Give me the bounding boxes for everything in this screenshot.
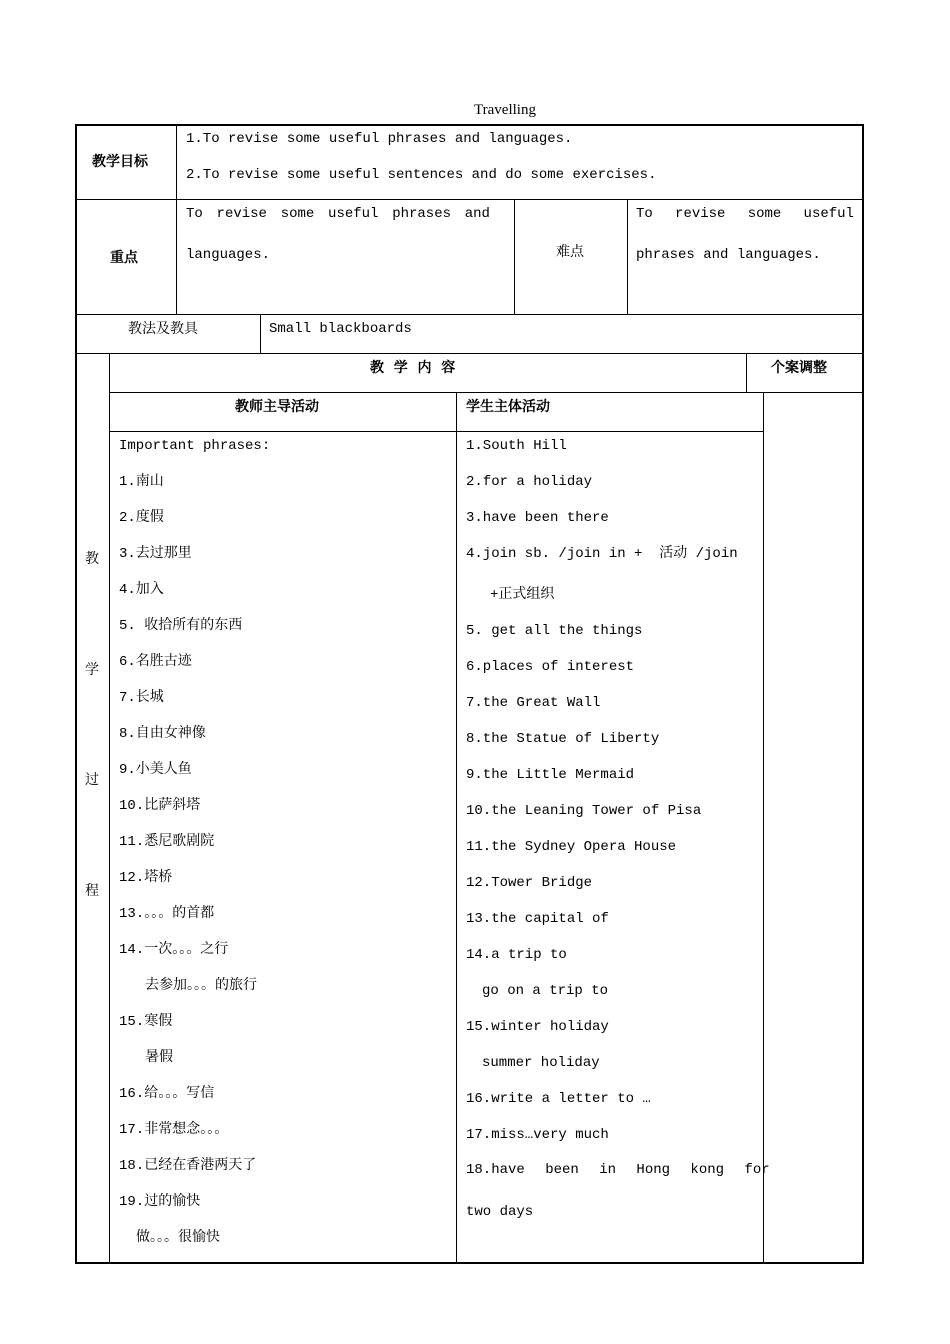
teacher-item: 10.比萨斜塔 [119,798,201,814]
methods-value: Small blackboards [269,321,412,337]
teacher-item: 暑假 [145,1050,173,1066]
methods-label: 教法及教具 [128,321,198,337]
difficulty-word: To [636,206,653,222]
process-label-1: 教 [85,551,99,567]
student-item: 14.a trip to [466,947,567,963]
student-item: 9.the Little Mermaid [466,767,635,783]
process-label-4: 程 [85,883,99,899]
teacher-item: 2.度假 [119,510,164,526]
teacher-item: 3.去过那里 [119,546,192,562]
student-item: 18.have been in Hong kong for [466,1162,770,1178]
process-label-2: 学 [85,662,99,678]
adjust-header: 个案调整 [771,360,827,376]
student-item: 15.winter holiday [466,1019,609,1035]
student-item: 11.the Sydney Opera House [466,839,677,855]
teacher-item: 6.名胜古迹 [119,654,192,670]
student-item: +正式组织 [490,587,555,603]
document-title: Travelling [474,102,536,118]
teacher-item: 去参加。。。的旅行 [145,978,257,994]
content-header: 教 学 内 容 [370,360,456,376]
teacher-item: 8.自由女神像 [119,726,206,742]
objective-1: 1.To revise some useful phrases and languages. [186,131,573,147]
teacher-item: 12.塔桥 [119,870,173,886]
teacher-item: 17.非常想念。。。 [119,1122,229,1138]
student-item: two days [466,1204,534,1220]
key-points-line2: languages. [186,247,271,263]
student-item: 2.for a holiday [466,474,593,490]
difficulty-word: revise [675,206,726,222]
teacher-item: 11.悉尼歌剧院 [119,834,215,850]
difficulty-word: useful [803,206,854,222]
student-item: 8.the Statue of Liberty [466,731,660,747]
teacher-item: 1.南山 [119,474,164,490]
teacher-item: 9.小美人鱼 [119,762,192,778]
student-item: 7.the Great Wall [466,695,601,711]
student-item: 1.South Hill [466,438,567,454]
student-item: 16.write a letter to … [466,1091,651,1107]
teacher-item: 14.一次。。。之行 [119,942,229,958]
teacher-item: 16.给。。。写信 [119,1086,215,1102]
key-points-label: 重点 [110,250,138,266]
student-item: 3.have been there [466,510,609,526]
teacher-item: 19.过的愉快 [119,1194,201,1210]
key-points-word: and [464,206,490,222]
process-label-3: 过 [85,772,99,788]
objectives-label: 教学目标 [92,154,148,170]
key-points-word: useful [328,206,379,222]
teacher-item: 4.加入 [119,582,164,598]
key-points-word: phrases [392,206,452,222]
student-item: 4.join sb. /join in + 活动 /join [466,546,738,562]
teacher-item: 7.长城 [119,690,164,706]
difficulty-word: some [747,206,782,222]
student-header: 学生主体活动 [466,399,550,415]
teacher-item: Important phrases: [119,438,271,454]
key-points-word: To [186,206,203,222]
difficulty-line2: phrases and languages. [636,247,821,263]
student-item: 6.places of interest [466,659,635,675]
teacher-item: 18.已经在香港两天了 [119,1158,257,1174]
key-points-word: some [280,206,315,222]
objective-2: 2.To revise some useful sentences and do some exercises. [186,167,657,183]
teacher-item: 5. 收拾所有的东西 [119,618,243,634]
difficulty-label: 难点 [556,244,584,260]
student-item: 12.Tower Bridge [466,875,593,891]
student-item: 17.miss…very much [466,1127,609,1143]
key-points-line1 [186,205,490,223]
teacher-header: 教师主导活动 [235,399,319,415]
key-points-word: revise [216,206,267,222]
difficulty-line1 [636,205,854,223]
student-item: summer holiday [482,1055,600,1071]
teacher-item: 15.寒假 [119,1014,173,1030]
student-item: go on a trip to [482,983,609,999]
student-item: 10.the Leaning Tower of Pisa [466,803,702,819]
student-item: 5. get all the things [466,623,643,639]
student-item: 13.the capital of [466,911,609,927]
teacher-item: 13.。。。的首都 [119,906,215,922]
teacher-item: 做。。。很愉快 [136,1230,220,1246]
